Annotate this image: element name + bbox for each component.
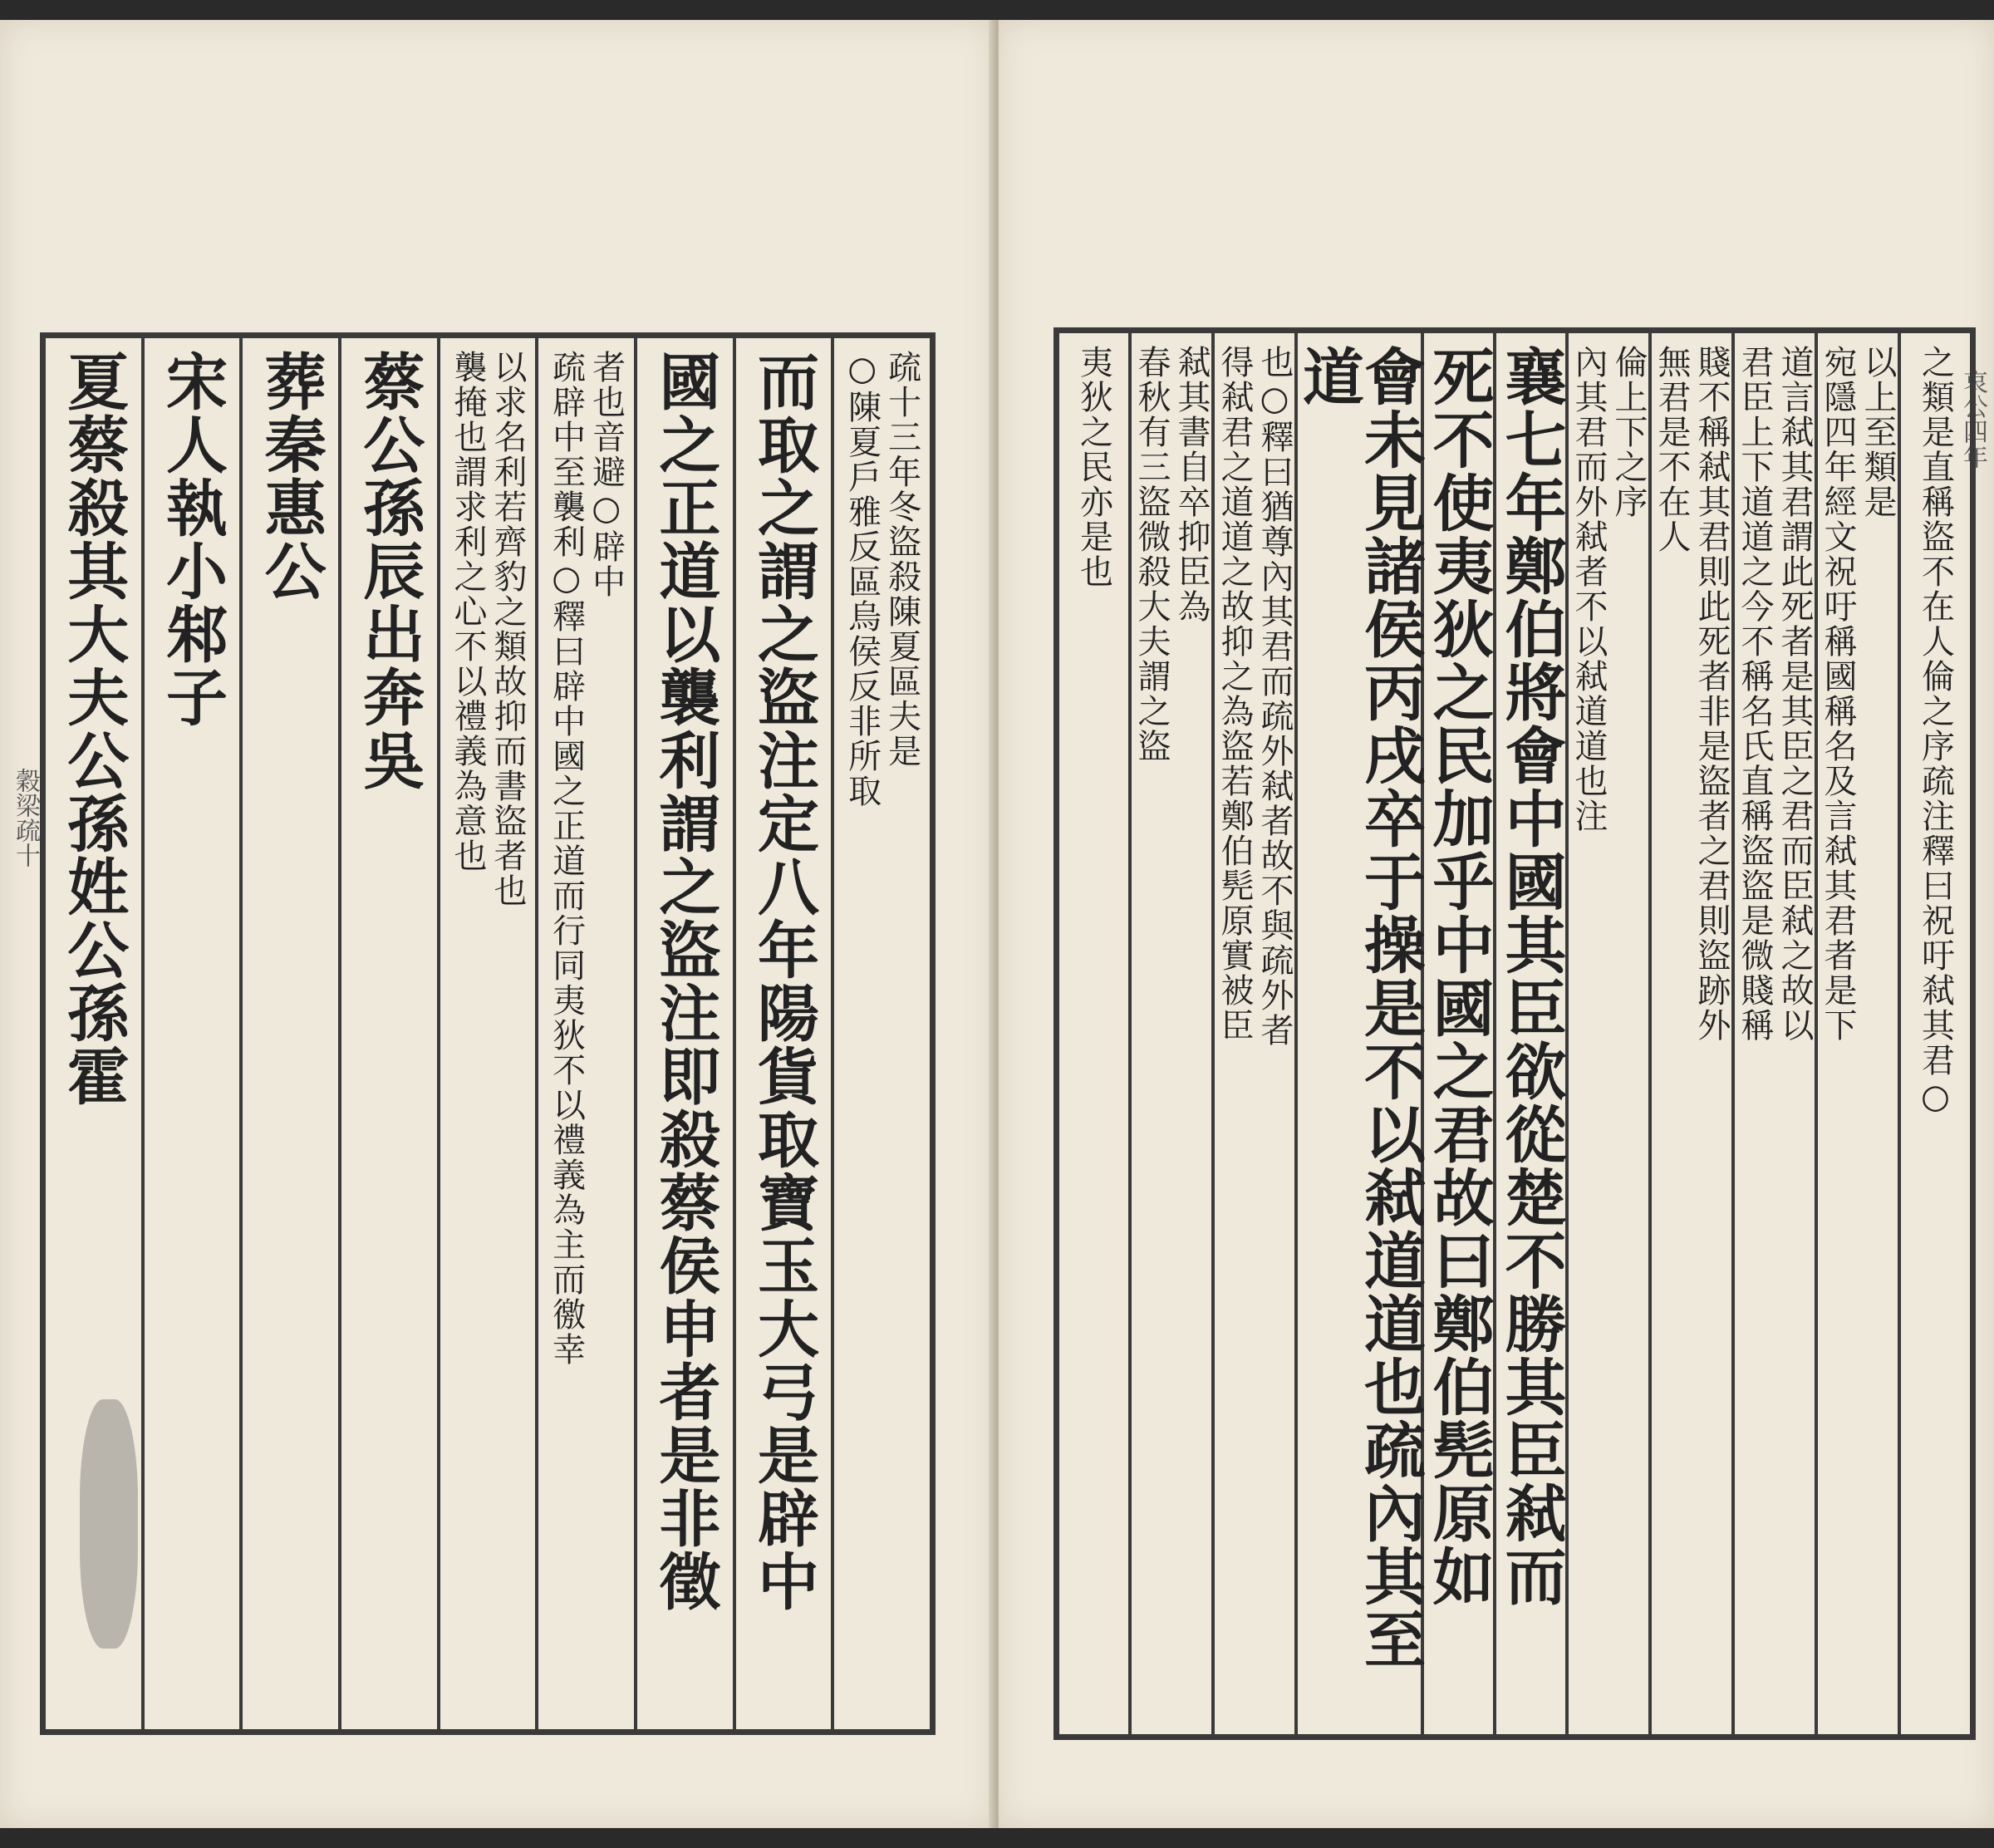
main-text-line: 夏蔡殺其大夫公孫姓公孫霍 [57, 350, 130, 1108]
commentary-line: 也○釋曰猶尊內其君而疏外弒者故不與疏外者 [1255, 345, 1294, 1048]
left-text-frame [40, 332, 936, 1735]
main-text-line: 蔡公孫辰出奔吳 [353, 350, 425, 792]
text-column [634, 338, 733, 1729]
text-column [338, 338, 437, 1729]
text-column [1565, 333, 1648, 1734]
commentary-line: 弒其書自卒抑臣為 [1172, 345, 1211, 624]
commentary-line: 君臣上下道道之今不稱名氏直稱盜盜是微賤稱 [1736, 345, 1774, 1043]
main-text-line: 宋人執小邾子 [155, 350, 228, 729]
text-column [1815, 333, 1898, 1734]
left-page [0, 20, 995, 1828]
commentary-line: 道言弒其君謂此死者是其臣之君而臣弒之故以 [1775, 345, 1814, 1043]
commentary-line: 賤不稱弒其君則此死者非是盜者之君則盜跡外 [1692, 345, 1731, 1043]
commentary-line: ○陳夏戶雅反區烏侯反非所取 [842, 350, 882, 808]
left-margin-label: 穀梁疏十 [11, 768, 40, 867]
text-column [1059, 333, 1128, 1734]
commentary-line: 無君是不在人 [1653, 345, 1691, 554]
main-text-line: 死不使夷狄之民加乎中國之君故曰鄭伯髡原如 [1422, 345, 1495, 1608]
commentary-line: 春秋有三盜微殺大夫謂之盜 [1132, 345, 1171, 764]
commentary-line: 襲掩也謂求利之心不以禮義為意也 [448, 350, 487, 873]
text-column [1293, 333, 1426, 1734]
text-column [535, 338, 634, 1729]
text-column [239, 338, 338, 1729]
right-margin-label: 哀公四年 [1958, 369, 1987, 469]
commentary-line: 宛隱四年經文祝吁稱國稱名及言弒其君者是下 [1819, 345, 1857, 1043]
commentary-line: 疏十三年冬盜殺陳夏區夫是 [882, 350, 921, 769]
ink-smudge [80, 1399, 138, 1649]
main-text-line: 襄七年鄭伯將會中國其臣欲從楚不勝其臣弒而 [1495, 345, 1567, 1608]
text-column [1731, 333, 1815, 1734]
commentary-line: 倫上下之序 [1609, 345, 1648, 519]
commentary-line: 夷狄之民亦是也 [1074, 345, 1113, 589]
text-column [831, 338, 930, 1729]
commentary-line: 者也音避○辟中 [587, 350, 626, 599]
main-text-line: 會未見諸侯丙戌卒于操是不以弒道道也疏內其至道 [1293, 345, 1426, 1671]
right-text-frame [1053, 327, 1976, 1740]
text-column [1493, 333, 1565, 1734]
main-text-line: 國之正道以襲利謂之盜注即殺蔡侯申者是非徵 [649, 350, 721, 1613]
commentary-line: 內其君而外弒者不以弒道道也注 [1569, 345, 1608, 833]
text-column [437, 338, 536, 1729]
text-column [1128, 333, 1211, 1734]
commentary-line: 以求名利若齊豹之類故抑而書盜者也 [488, 350, 527, 908]
text-column [733, 338, 832, 1729]
text-column [1648, 333, 1731, 1734]
main-text-line: 而取之謂之盜注定八年陽貨取寶玉大弓是辟中 [747, 350, 819, 1613]
main-text-line: 葬秦惠公 [254, 350, 327, 602]
right-page [999, 20, 1994, 1828]
text-column [1898, 333, 1970, 1734]
text-column [1421, 333, 1493, 1734]
commentary-line: 疏辟中至襲利○釋曰辟中國之正道而行同夷狄不以禮義為主而徼幸 [547, 350, 586, 1367]
commentary-line: 得弒君之道道之故抑之為盜若鄭伯髡原實被臣 [1216, 345, 1254, 1043]
commentary-line: 以上至類是 [1859, 345, 1897, 519]
text-column [1211, 333, 1294, 1734]
commentary-line: 之類是直稱盜不在人倫之序疏注釋曰祝吁弒其君○ [1916, 345, 1955, 1118]
text-column [141, 338, 240, 1729]
